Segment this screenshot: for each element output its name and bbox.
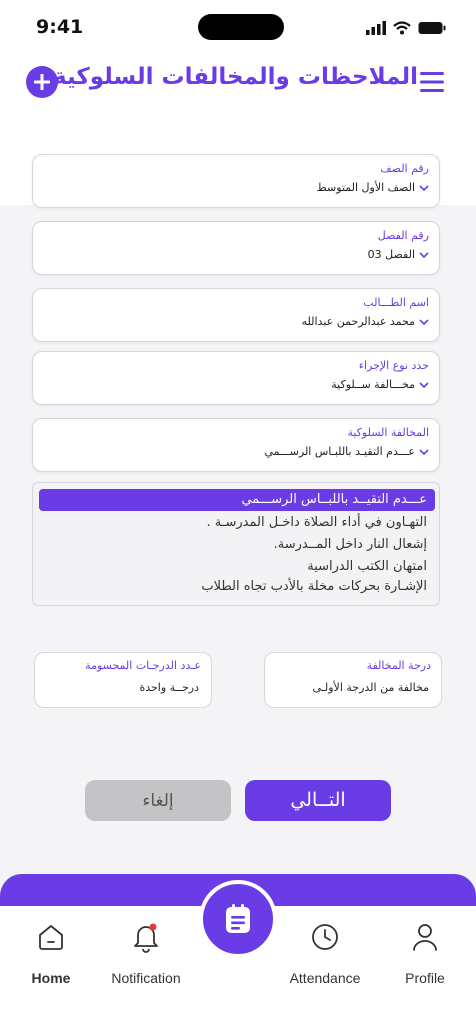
nav-notification[interactable] — [101, 920, 191, 986]
violation-value: عـــدم التقيـد باللبـاس الرســـمي — [264, 445, 415, 458]
clipboard-icon — [221, 902, 255, 936]
class-grade-dropdown[interactable] — [32, 154, 440, 208]
next-button[interactable]: التــالي — [245, 780, 391, 821]
violation-option[interactable]: التهـاون في أداء الصلاة داخـل المدرسـة . — [206, 515, 427, 530]
student-name-value: محمد عبدالرحمن عبدالله — [301, 315, 415, 328]
dynamic-island — [198, 14, 284, 40]
nav-profile[interactable] — [380, 920, 470, 986]
action-type-value: مخـــالفة ســلوكية — [331, 378, 415, 391]
page-title: الملاحظات والمخالفات السلوكية — [53, 64, 418, 90]
nav-attendance-label: Attendance — [289, 970, 361, 986]
class-section-dropdown[interactable] — [32, 221, 440, 275]
violation-options-list — [32, 482, 440, 606]
violation-option[interactable]: الإشـارة بحركات مخلة بالأدب تجاه الطلاب — [201, 579, 427, 594]
violation-option-selected[interactable]: عـــدم التقيــد باللبــاس الرســـمي — [39, 489, 435, 511]
chevron-down-icon — [419, 184, 429, 192]
signal-icon — [366, 21, 386, 35]
home-icon — [36, 922, 66, 952]
deducted-points-label: عـدد الدرجـات المحسومة — [85, 659, 201, 672]
action-type-dropdown[interactable] — [32, 351, 440, 405]
clock-icon — [310, 922, 340, 952]
wifi-icon — [393, 21, 411, 35]
action-type-label: حدد نوع الإجراء — [358, 359, 429, 372]
class-grade-label: رقم الصف — [380, 162, 429, 175]
violation-degree-value: مخالفة من الدرجة الأولـى — [312, 681, 429, 694]
violation-dropdown[interactable] — [32, 418, 440, 472]
nav-notification-label: Notification — [111, 970, 181, 986]
deducted-points-value: درجــة واحدة — [139, 681, 199, 694]
chevron-down-icon — [419, 381, 429, 389]
violation-degree-field[interactable] — [264, 652, 442, 708]
class-grade-value: الصف الأول المتوسط — [316, 181, 415, 194]
deducted-points-field[interactable] — [34, 652, 212, 708]
status-icons — [366, 19, 446, 37]
chevron-down-icon — [419, 448, 429, 456]
plus-circle-icon — [34, 74, 50, 90]
user-icon — [410, 922, 440, 952]
hamburger-menu-icon[interactable] — [420, 71, 444, 93]
violation-option[interactable]: امتهان الكتب الدراسية — [307, 559, 427, 574]
nav-profile-label: Profile — [405, 970, 445, 986]
student-name-dropdown[interactable] — [32, 288, 440, 342]
battery-icon — [418, 21, 446, 35]
status-time: 9:41 — [36, 16, 84, 38]
class-section-value: الفصل 03 — [367, 248, 415, 261]
student-name-label: اسم الطـــالب — [363, 296, 429, 309]
bell-icon — [131, 921, 161, 953]
cancel-button[interactable]: إلغاء — [85, 780, 231, 821]
violation-degree-label: درجة المخالفة — [366, 659, 431, 672]
nav-attendance[interactable] — [280, 920, 370, 986]
class-section-label: رقم الفصل — [377, 229, 429, 242]
violation-label: المخالفة السلوكية — [347, 426, 429, 439]
chevron-down-icon — [419, 318, 429, 326]
violation-option[interactable]: إشعال النار داخل المــدرسة. — [273, 537, 427, 552]
center-action-button[interactable] — [199, 880, 277, 958]
nav-home[interactable] — [6, 920, 96, 986]
chevron-down-icon — [419, 251, 429, 259]
nav-home-label: Home — [31, 970, 71, 986]
